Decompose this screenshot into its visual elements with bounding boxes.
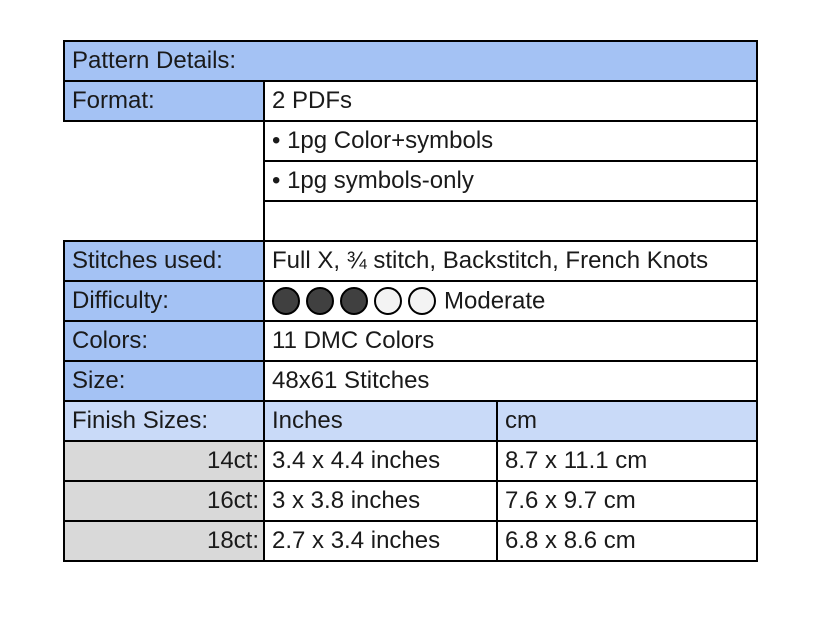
table-row (64, 401, 757, 441)
cm-14ct: 8.7 x 11.1 cm (497, 441, 757, 481)
format-item: • 1pg Color+symbols (264, 121, 757, 161)
filled-circle-icon (272, 287, 300, 315)
table-row (64, 121, 757, 161)
table-row (64, 281, 757, 321)
colors-value: 11 DMC Colors (264, 321, 757, 361)
filled-circle-icon (306, 287, 334, 315)
table-row (64, 521, 757, 561)
inches-16ct: 3 x 3.8 inches (264, 481, 497, 521)
inches-header: Inches (264, 401, 497, 441)
finish-sizes-label: Finish Sizes: (64, 401, 264, 441)
table-row (64, 321, 757, 361)
filled-circle-icon (340, 287, 368, 315)
table-row (64, 241, 757, 281)
count-16ct: 16ct: (64, 481, 264, 521)
cm-header: cm (497, 401, 757, 441)
format-item (264, 201, 757, 241)
pattern-details-table (63, 40, 758, 562)
blank-cell (64, 121, 264, 161)
cm-18ct: 6.8 x 8.6 cm (497, 521, 757, 561)
table-title: Pattern Details: (64, 41, 757, 81)
difficulty-label: Difficulty: (64, 281, 264, 321)
stitches-label: Stitches used: (64, 241, 264, 281)
difficulty-value (264, 281, 757, 321)
colors-label: Colors: (64, 321, 264, 361)
format-value: 2 PDFs (264, 81, 757, 121)
inches-18ct: 2.7 x 3.4 inches (264, 521, 497, 561)
count-14ct: 14ct: (64, 441, 264, 481)
table-row (64, 201, 757, 241)
empty-circle-icon (374, 287, 402, 315)
empty-circle-icon (408, 287, 436, 315)
blank-cell (64, 201, 264, 241)
blank-cell (64, 161, 264, 201)
difficulty-rating (272, 287, 436, 315)
format-item: • 1pg symbols-only (264, 161, 757, 201)
count-18ct: 18ct: (64, 521, 264, 561)
table-row (64, 361, 757, 401)
cm-16ct: 7.6 x 9.7 cm (497, 481, 757, 521)
table-row (64, 41, 757, 81)
table-row (64, 161, 757, 201)
table-row (64, 441, 757, 481)
size-value: 48x61 Stitches (264, 361, 757, 401)
inches-14ct: 3.4 x 4.4 inches (264, 441, 497, 481)
difficulty-text: Moderate (444, 287, 546, 315)
size-label: Size: (64, 361, 264, 401)
table-row (64, 481, 757, 521)
stitches-value: Full X, ¾ stitch, Backstitch, French Knots (264, 241, 757, 281)
table-row (64, 81, 757, 121)
format-label: Format: (64, 81, 264, 121)
